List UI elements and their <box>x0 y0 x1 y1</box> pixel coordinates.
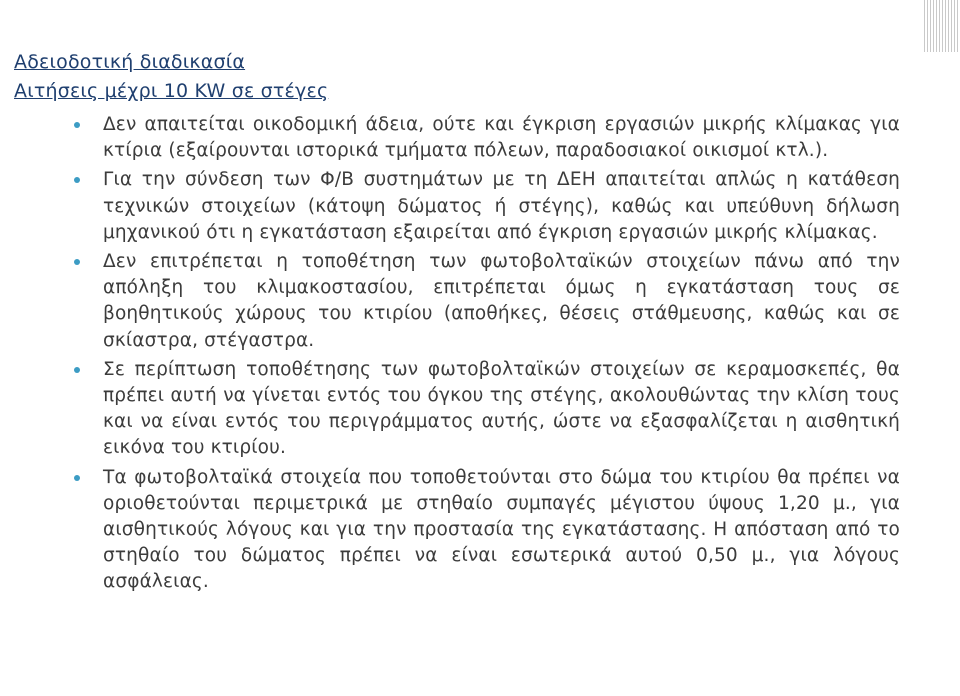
bullet-dot-icon <box>74 367 80 373</box>
slide-subtitle: Αιτήσεις μέχρι 10 KW σε στέγες <box>14 80 329 102</box>
bullet-text: Δεν επιτρέπεται η τοποθέτηση των φωτοβολταϊκών στοιχείων πάνω από την απόληξη του κλιμακοστασίου, επιτρέπεται όμως η εγκατάσταση τους σε βοηθητικούς χώρους του κτιρίου (αποθήκες, θέσεις στάθμευσης, καθώς και σε σκίαστρα, στέγαστρα. <box>103 251 900 351</box>
bullet-dot-icon <box>74 177 80 183</box>
bullet-dot-icon <box>74 475 80 481</box>
bullet-text: Για την σύνδεση των Φ/Β συστημάτων με τη ΔΕΗ απαιτείται απλώς η κατάθεση τεχνικών στοιχείων (κάτοψη δώματος ή στέγης), καθώς και υπεύθυνη δήλωση μηχανικού ότι η εγκατάσταση εξαιρείται από έγκριση εργασιών μικρής κλίμακας. <box>103 169 900 243</box>
bullet-dot-icon <box>74 122 80 128</box>
bullet-list <box>74 112 900 599</box>
decorative-edge-lines <box>924 0 960 52</box>
bullet-text: Δεν απαιτείται οικοδομική άδεια, ούτε και έγκριση εργασιών μικρής κλίμακας για κτίρια (εξαίρουνται ιστορικά τμήματα πόλεων, παραδοσιακοί οικισμοί κτλ.). <box>103 114 900 162</box>
slide-heading <box>14 48 328 106</box>
bullet-item <box>74 167 900 246</box>
slide-title: Αδειοδοτική διαδικασία <box>14 51 246 73</box>
bullet-text: Τα φωτοβολταϊκά στοιχεία που τοποθετούνται στο δώμα του κτιρίου θα πρέπει να οριοθετούνται περιμετρικά με στηθαίο συμπαγές μέγιστου ύψους 1,20 μ., για αισθητικούς λόγους και για την προστασία της εγκατάστασης. Η απόσταση από το στηθαίο του δώματος πρέπει να είναι εσωτερικά αυτού 0,50 μ., για λόγους ασφάλειας. <box>103 466 900 593</box>
bullet-dot-icon <box>74 259 80 265</box>
bullet-item <box>74 249 900 354</box>
bullet-item <box>74 112 900 164</box>
bullet-item <box>74 465 900 596</box>
bullet-item <box>74 357 900 462</box>
bullet-text: Σε περίπτωση τοποθέτησης των φωτοβολταϊκών στοιχείων σε κεραμοσκεπές, θα πρέπει αυτή να γίνεται εντός του όγκου της στέγης, ακολουθώντας την κλίση τους και να είναι εντός του περιγράμματος αυτής, ώστε να εξασφαλίζεται η αισθητική εικόνα του κτιρίου. <box>103 358 900 459</box>
